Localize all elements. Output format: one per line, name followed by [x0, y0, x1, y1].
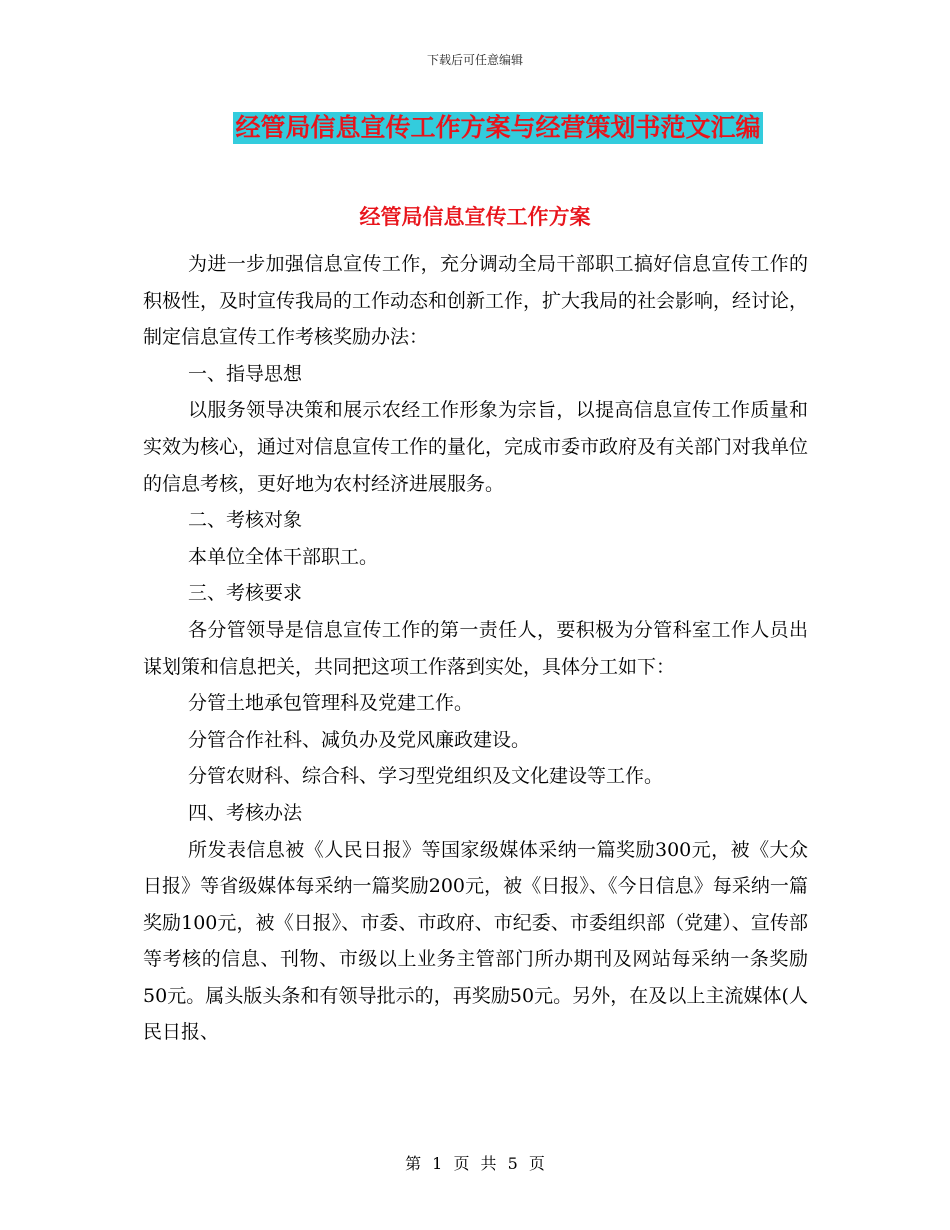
division-item-cooperative: 分管合作社科、减负办及党风廉政建设。 — [188, 728, 531, 751]
page-footer: 第 1 页 共 5 页 — [405, 1154, 545, 1173]
document-title: 经管局信息宣传工作方案与经营策划书范文汇编 — [235, 113, 761, 142]
heading-assessment-method: 四、考核办法 — [188, 801, 303, 824]
heading-guiding-thought: 一、指导思想 — [188, 362, 303, 385]
heading-assessment-requirements: 三、考核要求 — [188, 582, 303, 605]
division-item-land: 分管土地承包管理科及党建工作。 — [188, 692, 474, 715]
division-item-finance: 分管农财科、综合科、学习型党组织及文化建设等工作。 — [188, 765, 664, 788]
document-body — [143, 246, 808, 1051]
page-header-note: 下载后可任意编辑 — [426, 53, 523, 67]
requirements-paragraph: 各分管领导是信息宣传工作的第一责任人，要积极为分管科室工作人员出谋划策和信息把关，共同把这项工作落到实处，具体分工如下： — [143, 618, 808, 678]
guiding-thought-paragraph: 以服务领导决策和展示农经工作形象为宗旨，以提高信息宣传工作质量和实效为核心，通过对信息宣传工作的量化，完成市委市政府及有关部门对我单位的信息考核，更好地为农村经济进展服务。 — [143, 399, 809, 495]
heading-assessment-target: 二、考核对象 — [188, 509, 303, 532]
assessment-method-paragraph: 所发表信息被《人民日报》等国家级媒体采纳一篇奖励300元，被《大众日报》等省级媒体每采纳一篇奖励200元，被《日报》、《今日信息》每采纳一篇奖励100元，被《日报》、市委、市政府、市纪委、市委组织部（党建）、宣传部等考核的信息、刊物、市级以上业务主管部门所办期刊及网站每采纳一条奖励50元。属头版头条和有领导批示的，再奖励50元。另外，在及以上主流媒体(人民日报、 — [143, 838, 808, 1044]
intro-paragraph: 为进一步加强信息宣传工作，充分调动全局干部职工搞好信息宣传工作的积极性，及时宣传我局的工作动态和创新工作，扩大我局的社会影响，经讨论，制定信息宣传工作考核奖励办法： — [143, 253, 809, 349]
document-title-container — [0, 112, 950, 144]
assessment-target-paragraph: 本单位全体干部职工。 — [188, 545, 379, 568]
section-title: 经管局信息宣传工作方案 — [359, 204, 591, 229]
